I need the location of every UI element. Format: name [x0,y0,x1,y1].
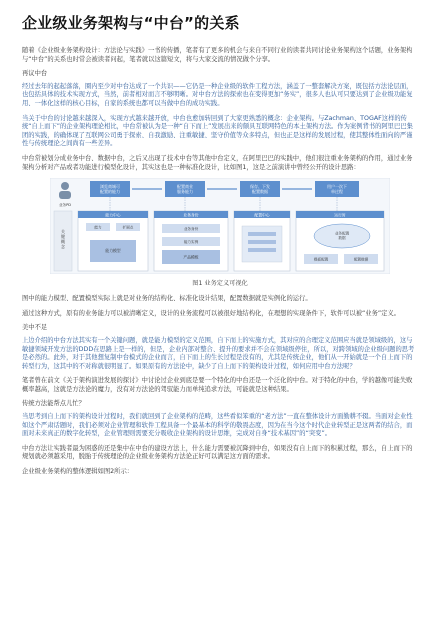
paragraph-capability-model: 图中的能力模型、配置模型实际上就是对业务的结构化、标准化设计结果，配置数据就是实例化的运行。 [22,295,312,303]
panel2-item-2: 能力实例 [183,239,199,244]
panel2-item-3: 产品模板 [183,254,199,260]
panel1-header: 能力中心 [105,212,121,218]
step-label-4: 用户一次下单过程 [327,184,347,195]
paragraph-middle-platform-types: 中台常被划分成业务中台、数据中台，之后又出现了技术中台等其他中台定义，在阿里巴巴的实践中，他们很注重业务架构的作用，通过业务架构分析对产品或者功能进行模型化设计，其实这也是一种标准化设计，比如图1，这是之前演讲中曾经公开的设计思路： [22,154,413,171]
panel4-header: 运行时 [334,212,346,218]
step-label-3: 保存、下发配置数据 [250,184,270,195]
panel2-header: 业务身份 [183,212,199,218]
panel1-item-2: 扩展点 [122,225,134,230]
step-label-1: 浏览商城可配置的能力 [100,184,120,195]
user-icon [61,182,69,190]
left-concept-label: 关键概念 [61,229,65,250]
panel4-item-2: 模板配置 [313,257,329,262]
intro-paragraph: 随着《企业级业务架构设计：方法论与实践》一书的传播，笔者有了更多的机会与来自不同行业的读者共同讨论业务架构这个话题，业务架构与“中台”的关系也时常会被读者问起，笔者就以这篇短文，将与大家交流的情况做个分享。 [22,47,413,63]
article-title: 企业级业务架构与“中台”的关系 [22,14,240,32]
diagram-svg [50,178,390,274]
panel2-item-1: 业务身份 [183,226,199,231]
paragraph-process-structured: 通过这种方式，原有的业务能力可以被清晰定义，设计的业务流程可以被很好地结构化，在理想的实现条件下，软件可以被“业务”定义。 [22,309,401,317]
origin-paragraph: 经过去年的起起落落，圈内至少对中台达成了一个共识——它仍是一种企业级的软件工程方法，涵盖了一整套解决方案，既包括方法论层面，也包括具体的技术实现方式，当然，前者相对而言不够明晰。对中台方法的探索也在变得更加“务实”，很多人也认可只要达到了企业级功能复用、一体化这样的核心目标，自家的系统也都可以当做中台的成功实践。 [22,82,413,107]
paragraph-key-problem: 上边介绍的中台方法其实有一个关键问题，就是能力模型的定义范围，自下而上的实施方式，其对应的合理定义范围应当就是领域级的，这与敏捷领域开发方法的DDD在思路上是一样的，但是，企业内部对整合、提升的要求并不会在领域级停住，所以，对跨领域的企业级问题的思考是必然的。此外，对于其他想复制中台模式的企业而言，自下而上的生长过程是没有的，尤其是传统企业，他们从一开始就是一个自上而下的转型行为，这其中的不对称就很明显了。如果原有的方法论中，缺少了自上而下的架构设计过程，如何应用中台方法呢？ [22,336,415,370]
figure-caption: 图1 业务定义可视化 [192,280,248,288]
paragraph-construction-method: 中台方法让实践者最为困惑的还是集中在中台的建设方法上，什么能力需要被沉降到中台，如果没有自上而下的积累过程，那么，自上而下的规划就必须越采用，脱胎于传统理论的企业级业务架构方法论正好可以满足这方面的需求。 [22,444,413,461]
paragraph-top-down-design: 当思考到自上而下的架构设计过程时，我们就回到了企业架构的范畴，这些看似笨重的“老方法”一直在整体设计方面勤耕不辍。当面对企业性如这个严肃话题时，我们必须对企业管理和软件工程具备一个最基本的科学的敬畏态度，因为在当今这个时代企业转型正是这两者的结合，而面对未来真正的数字化转型，企业管理则需要充分吸收企业架构的设计思维，完成对自身“技术基因”的“突变”。 [22,413,413,438]
panel3-header: 配置中心 [254,212,270,218]
panel1-item-1: 能力 [94,225,102,230]
section-heading-shortcoming: 美中不足 [22,324,48,332]
panel1-item-3: 能力模型 [105,248,121,254]
section-heading-origin: 再议中台 [22,70,48,78]
panel4-item-3: 配置数据 [353,257,369,262]
section-heading-traditional-method: 传统方法能帮点儿忙？ [22,400,85,408]
user-label: 业务PD [58,203,72,208]
business-definition-diagram [50,178,390,274]
step-label-2: 配置商业服务能力 [177,184,193,195]
paragraph-overall-logic: 企业级业务架构的整体逻辑如图2所示： [22,468,134,476]
paragraph-enterprise-architecture: 当关于中台的讨论越来越深入，实现方式越来越开放，中台也愈加转回到了大家更熟悉的概念：企业架构。与Zachman、TOGAF这样的传统“自上而下”的企业架构理论相比，中台常被认为是一种“自下而上”发展出来的颇具互联网特色的本土架构方法。作为案例背书的阿里巴巴集团的实践，的确体现了互联网公司勇于探索、自我激励、注重敏捷、坚守价值等众多特点，但也正是这样的发展过程，使其整体性面向的严谨性与传统理论之间尚有一些差异。 [22,114,413,148]
panel4-item-1: 业务配置数据 [334,231,350,241]
paragraph-specialized-platform: 笔者曾在前文《关于架构演进发展的探讨》中讨论过企业到底是要一个特化的中台还是一个泛化的中台。对于特化的中台，学的越像可能失败概率越高，这就是方法论的魔力，没有对方法论的驾驭能力而单纯追求方法，可能就是这种结果。 [22,377,413,393]
